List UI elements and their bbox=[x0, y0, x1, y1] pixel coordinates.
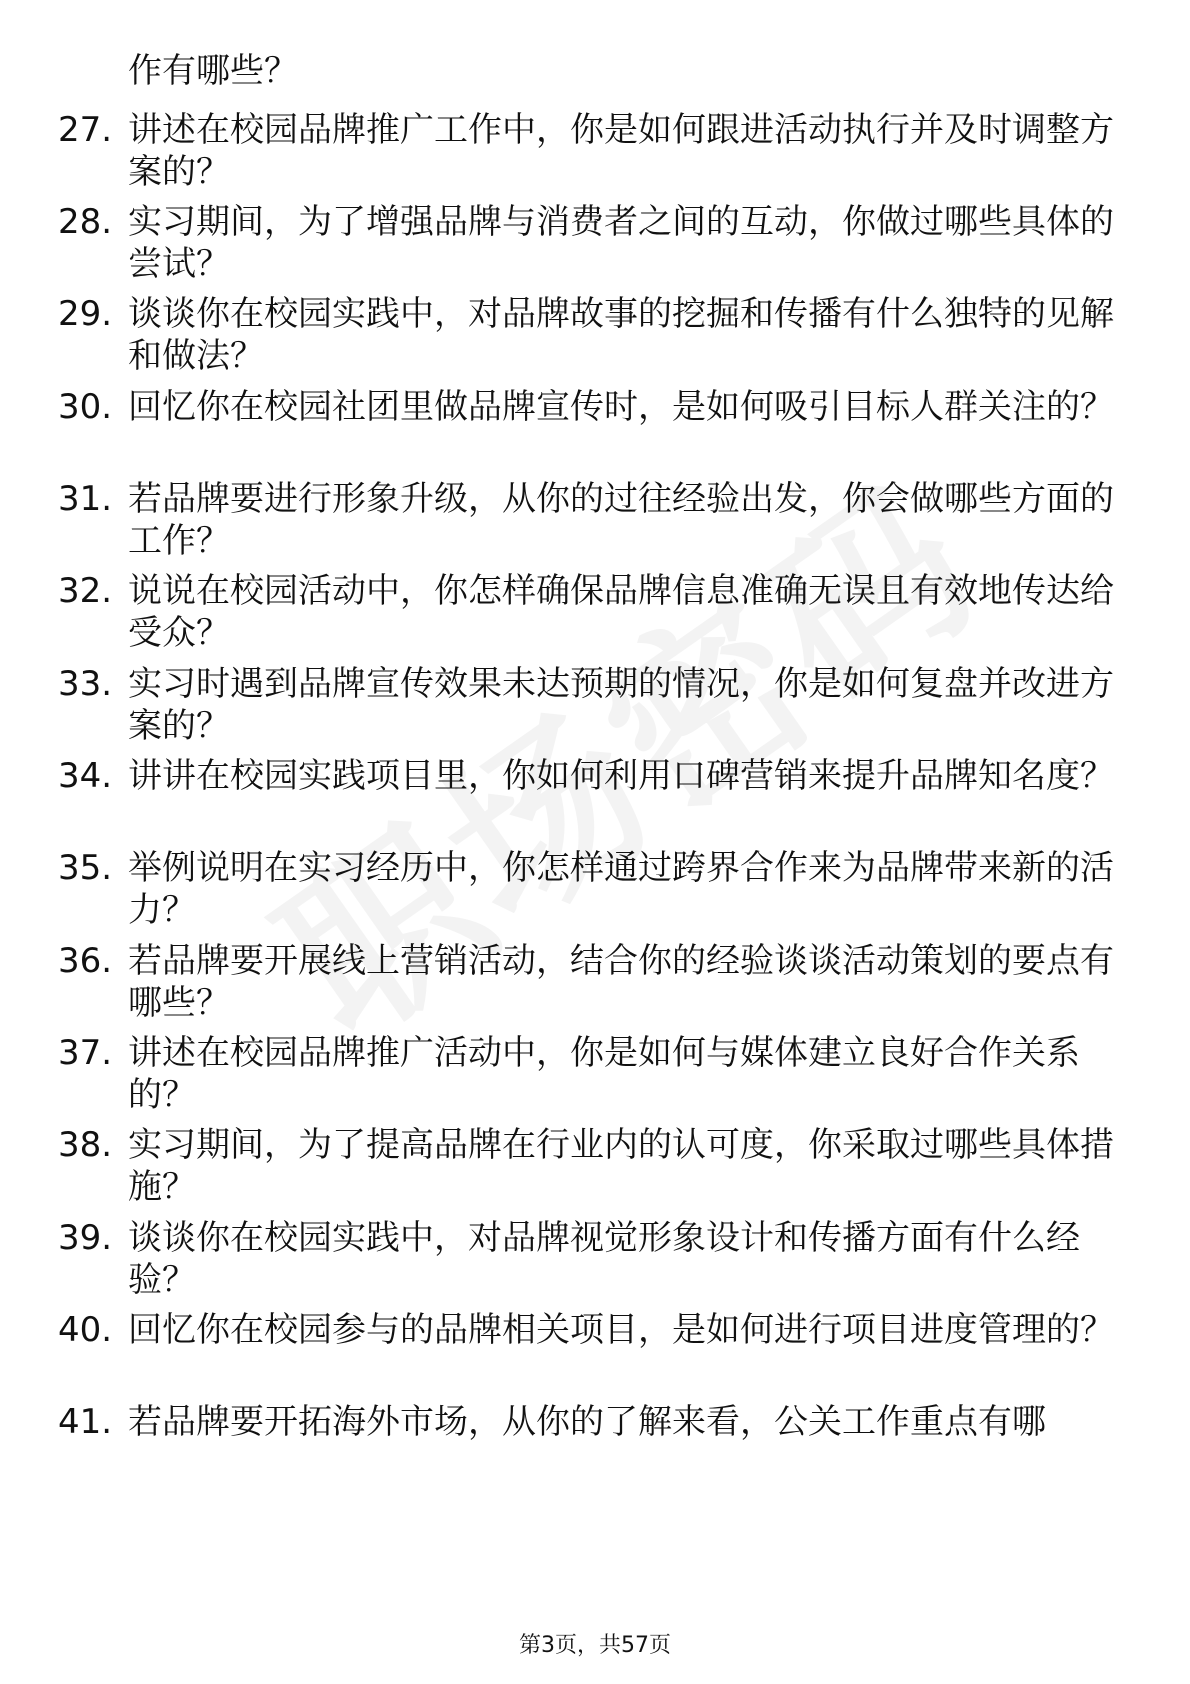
question-text: 回忆你在校园社团里做品牌宣传时，是如何吸引目标人群关注的？ bbox=[128, 387, 1114, 427]
question-number: 41. bbox=[58, 1402, 113, 1442]
question-text: 谈谈你在校园实践中，对品牌视觉形象设计和传播方面有什么经验？ bbox=[128, 1218, 1080, 1300]
question-number: 30. bbox=[58, 387, 113, 427]
question-text: 讲讲在校园实践项目里，你如何利用口碑营销来提升品牌知名度？ bbox=[128, 756, 1114, 796]
question-number: 38. bbox=[58, 1125, 113, 1165]
question-text: 若品牌要开拓海外市场，从你的了解来看，公关工作重点有哪 bbox=[128, 1402, 1046, 1442]
question-text: 说说在校园活动中，你怎样确保品牌信息准确无误且有效地传达给受众？ bbox=[128, 571, 1114, 653]
continuation-text: 作有哪些？ bbox=[128, 51, 298, 91]
question-text: 举例说明在实习经历中，你怎样通过跨界合作来为品牌带来新的活力？ bbox=[128, 848, 1114, 930]
question-number: 31. bbox=[58, 479, 113, 519]
question-number: 33. bbox=[58, 664, 113, 704]
question-number: 27. bbox=[58, 110, 113, 150]
question-number: 32. bbox=[58, 571, 113, 611]
page-footer: 第3页，共57页 bbox=[519, 1633, 671, 1658]
question-number: 29. bbox=[58, 294, 113, 334]
question-text: 讲述在校园品牌推广工作中，你是如何跟进活动执行并及时调整方案的？ bbox=[128, 110, 1114, 192]
question-text: 实习期间，为了增强品牌与消费者之间的互动，你做过哪些具体的尝试？ bbox=[128, 202, 1114, 284]
question-number: 28. bbox=[58, 202, 113, 242]
question-text: 若品牌要开展线上营销活动，结合你的经验谈谈活动策划的要点有哪些？ bbox=[128, 941, 1114, 1023]
question-number: 35. bbox=[58, 848, 113, 888]
question-text: 实习期间，为了提高品牌在行业内的认可度，你采取过哪些具体措施？ bbox=[128, 1125, 1114, 1207]
question-text: 若品牌要进行形象升级，从你的过往经验出发，你会做哪些方面的工作？ bbox=[128, 479, 1114, 561]
question-number: 34. bbox=[58, 756, 113, 796]
question-text: 讲述在校园品牌推广活动中，你是如何与媒体建立良好合作关系的？ bbox=[128, 1033, 1080, 1115]
question-text: 实习时遇到品牌宣传效果未达预期的情况，你是如何复盘并改进方案的？ bbox=[128, 664, 1114, 746]
question-number: 36. bbox=[58, 941, 113, 981]
question-number: 39. bbox=[58, 1218, 113, 1258]
question-text: 谈谈你在校园实践中，对品牌故事的挖掘和传播有什么独特的见解和做法？ bbox=[128, 294, 1114, 376]
question-text: 回忆你在校园参与的品牌相关项目，是如何进行项目进度管理的？ bbox=[128, 1310, 1114, 1350]
question-number: 37. bbox=[58, 1033, 113, 1073]
question-number: 40. bbox=[58, 1310, 113, 1350]
